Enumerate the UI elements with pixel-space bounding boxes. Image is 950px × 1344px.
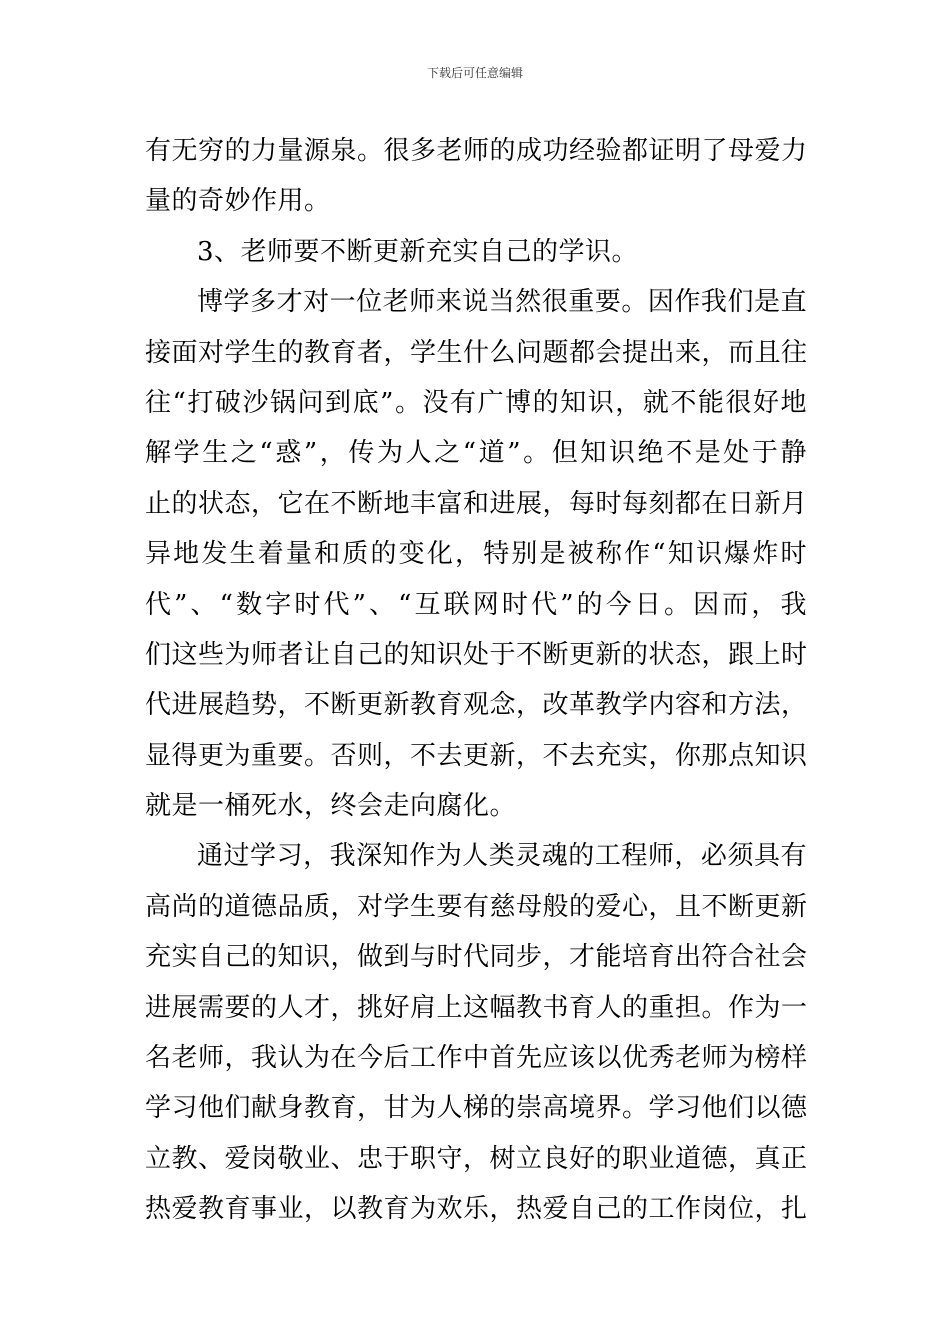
text-line: 立教、爱岗敬业、忠于职守，树立良好的职业道德，真正 <box>145 1143 808 1174</box>
text-line: 通过学习，我深知作为人类灵魂的工程师，必须具有 <box>197 841 807 872</box>
text-line: 接面对学生的教育者，学生什么问题都会提出来，而且往 <box>145 337 808 368</box>
text-line: 热爱教育事业，以教育为欢乐，热爱自己的工作岗位，扎 <box>145 1194 808 1225</box>
text-line: 们这些为师者让自己的知识处于不断更新的状态，跟上时 <box>145 639 808 670</box>
text-line: 高尚的道德品质，对学生要有慈母般的爱心，且不断更新 <box>145 891 808 922</box>
page-header: 下载后可任意编辑 <box>426 66 523 80</box>
text-line: 往“打破沙锅问到底”。没有广博的知识，就不能很好地 <box>145 387 807 418</box>
text-line: 有无穷的力量源泉。很多老师的成功经验都证明了母爱力 <box>145 136 808 166</box>
text-line: 代”、“数字时代”、“互联网时代”的今日。因而，我 <box>145 589 807 620</box>
text-line: 止的状态，它在不断地丰富和进展，每时每刻都在日新月 <box>145 488 808 519</box>
text-line: 就是一桶死水，终会走向腐化。 <box>145 791 517 822</box>
text-line: 显得更为重要。否则，不去更新，不去充实，你那点知识 <box>145 740 808 771</box>
text-line: 解学生之“惑”，传为人之“道”。但知识绝不是处于静 <box>145 438 807 469</box>
text-line: 名老师，我认为在今后工作中首先应该以优秀老师为榜样 <box>145 1043 808 1074</box>
text-line: 博学多才对一位老师来说当然很重要。因作我们是直 <box>197 287 807 318</box>
text-line: 学习他们献身教育，甘为人梯的崇高境界。学习他们以德 <box>145 1093 808 1124</box>
text-line: 代进展趋势，不断更新教育观念，改革教学内容和方法， <box>145 690 808 721</box>
document-body <box>145 126 807 1235</box>
text-line: 进展需要的人才，挑好肩上这幅教书育人的重担。作为一 <box>145 992 808 1023</box>
text-line: 异地发生着量和质的变化，特别是被称作“知识爆炸时 <box>145 539 807 570</box>
text-line: 量的奇妙作用。 <box>145 186 331 217</box>
text-line: 3、老师要不断更新充实自己的学识。 <box>197 236 639 267</box>
text-line: 充实自己的知识，做到与时代同步，才能培育出符合社会 <box>145 942 808 973</box>
